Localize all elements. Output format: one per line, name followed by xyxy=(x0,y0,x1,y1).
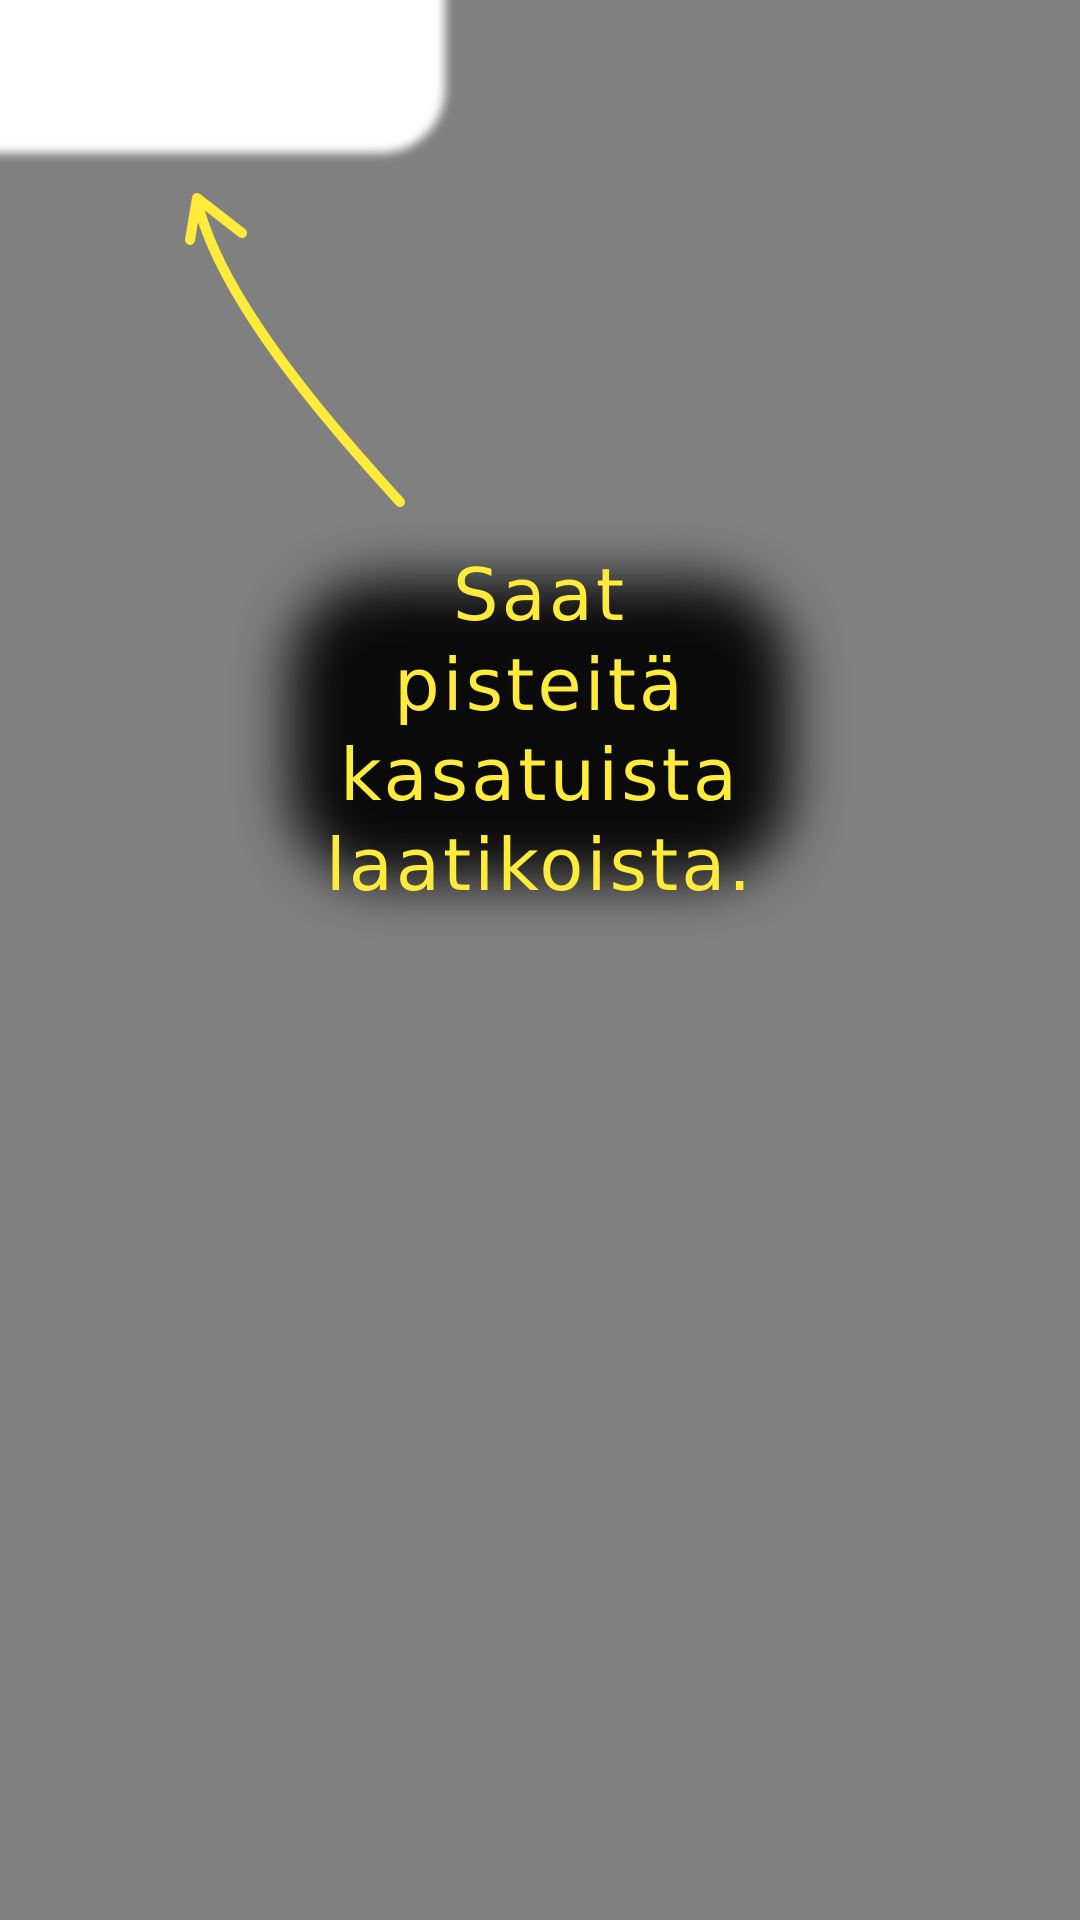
hint-text: Saat pisteitä kasatuista laatikoista. xyxy=(325,553,755,907)
hint-bubble xyxy=(290,553,790,907)
score-panel-highlight xyxy=(0,0,445,153)
